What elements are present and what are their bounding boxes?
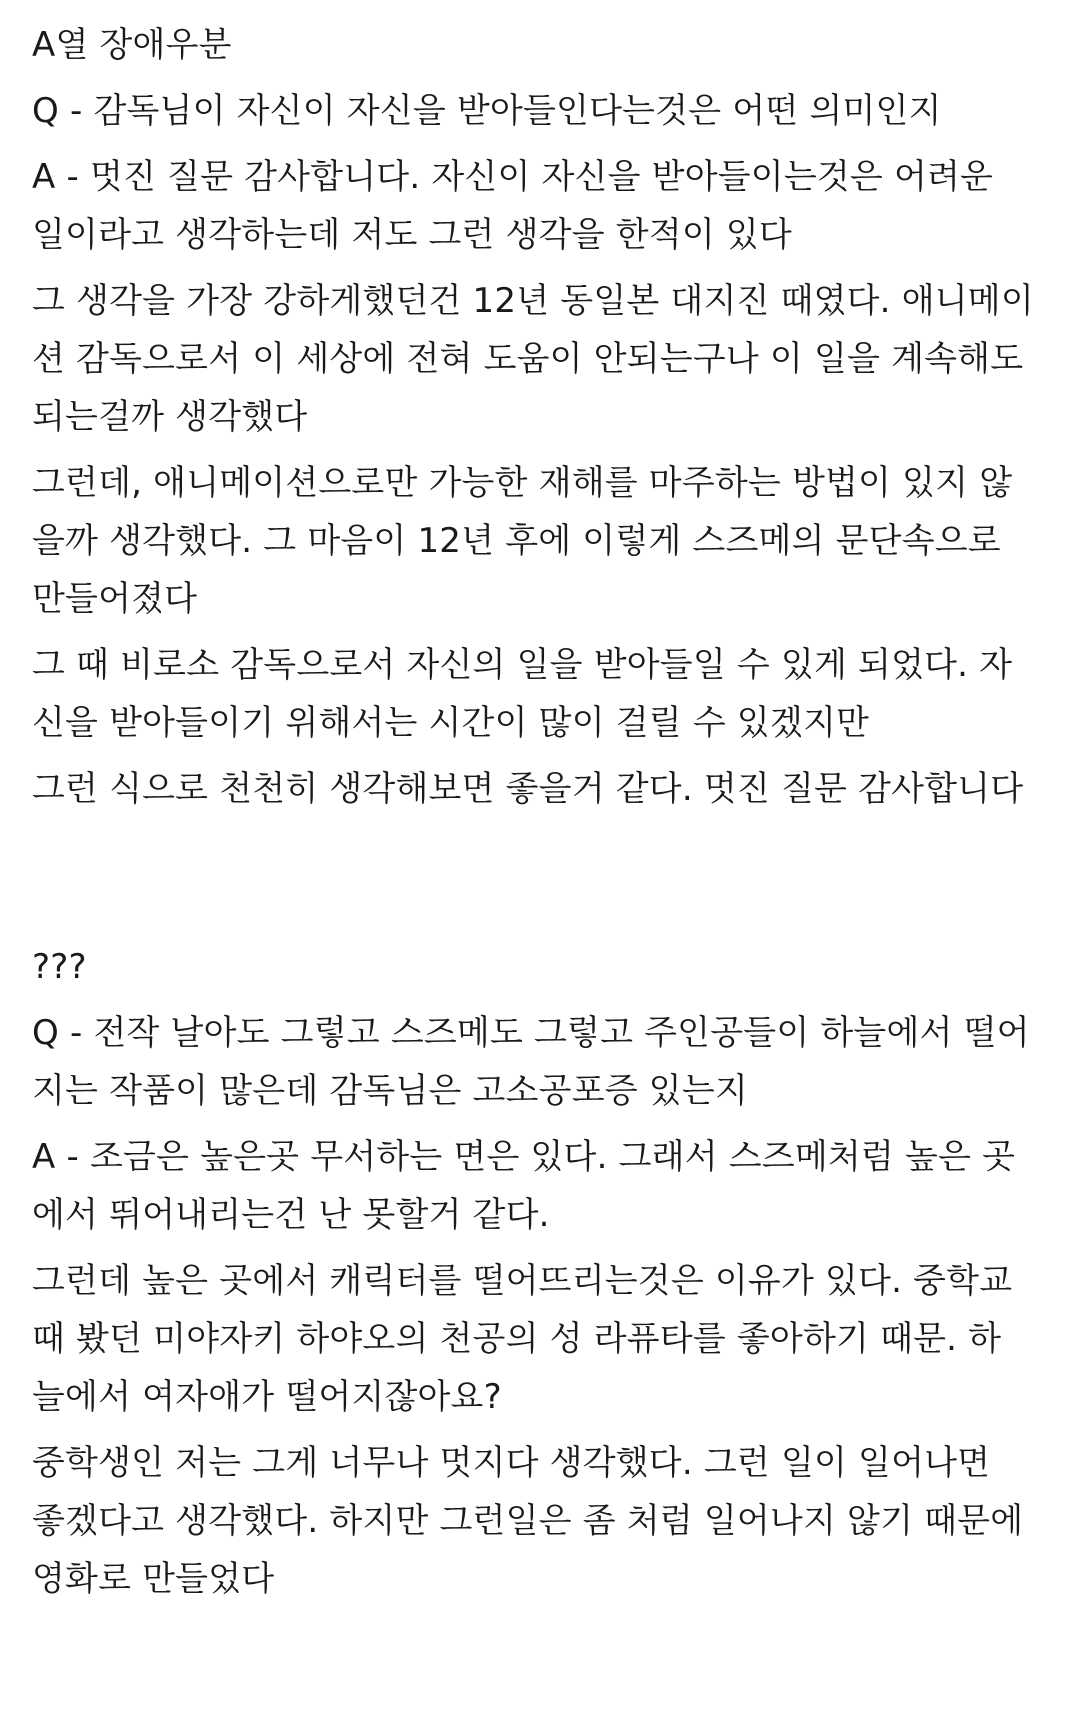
section-acrophobia-question <box>32 938 1062 1608</box>
answer-paragraph: 그 생각을 가장 강하게했던건 12년 동일본 대지진 때였다. 애니메이 션 감독으로서 이 세상에 전혀 도움이 안되는구나 이 일을 계속해도 되는걸까 생각했다 <box>32 281 1034 437</box>
answer-paragraph: A - 조금은 높은곳 무서하는 면은 있다. 그래서 스즈메처럼 높은 곳 에서 뛰어내리는건 난 못할거 같다. <box>32 1137 1016 1235</box>
section-spacer <box>32 826 1062 938</box>
answer-paragraph: 그런데 높은 곳에서 캐릭터를 떨어뜨리는것은 이유가 있다. 중학교 때 봤던 미야자키 하야오의 천공의 성 라퓨타를 좋아하기 때문. 하 늘에서 여자애가 떨어지잖아요? <box>32 1261 1013 1417</box>
article-body <box>32 16 1062 1616</box>
section-heading: A열 장애우분 <box>32 25 232 65</box>
answer-paragraph: 그 때 비로소 감독으로서 자신의 일을 받아들일 수 있게 되었다. 자 신을 받아들이기 위해서는 시간이 많이 걸릴 수 있겠지만 <box>32 645 1013 743</box>
section-heading: ??? <box>32 947 87 987</box>
answer-paragraph: 그런 식으로 천천히 생각해보면 좋을거 같다. 멋진 질문 감사합니다 <box>32 769 1024 809</box>
question-paragraph: Q - 전작 날아도 그렇고 스즈메도 그렇고 주인공들이 하늘에서 떨어 지는 작품이 많은데 감독님은 고소공포증 있는지 <box>32 1013 1030 1111</box>
section-wheelchair-question <box>32 16 1062 818</box>
question-paragraph: Q - 감독님이 자신이 자신을 받아들인다는것은 어떤 의미인지 <box>32 91 942 131</box>
answer-paragraph: A - 멋진 질문 감사합니다. 자신이 자신을 받아들이는것은 어려운 일이라고 생각하는데 저도 그런 생각을 한적이 있다 <box>32 157 994 255</box>
answer-paragraph: 그런데, 애니메이션으로만 가능한 재해를 마주하는 방법이 있지 않 을까 생각했다. 그 마음이 12년 후에 이렇게 스즈메의 문단속으로 만들어졌다 <box>32 463 1013 619</box>
answer-paragraph: 중학생인 저는 그게 너무나 멋지다 생각했다. 그런 일이 일어나면 좋겠다고 생각했다. 하지만 그런일은 좀 처럼 일어나지 않기 때문에 영화로 만들었다 <box>32 1443 1024 1599</box>
